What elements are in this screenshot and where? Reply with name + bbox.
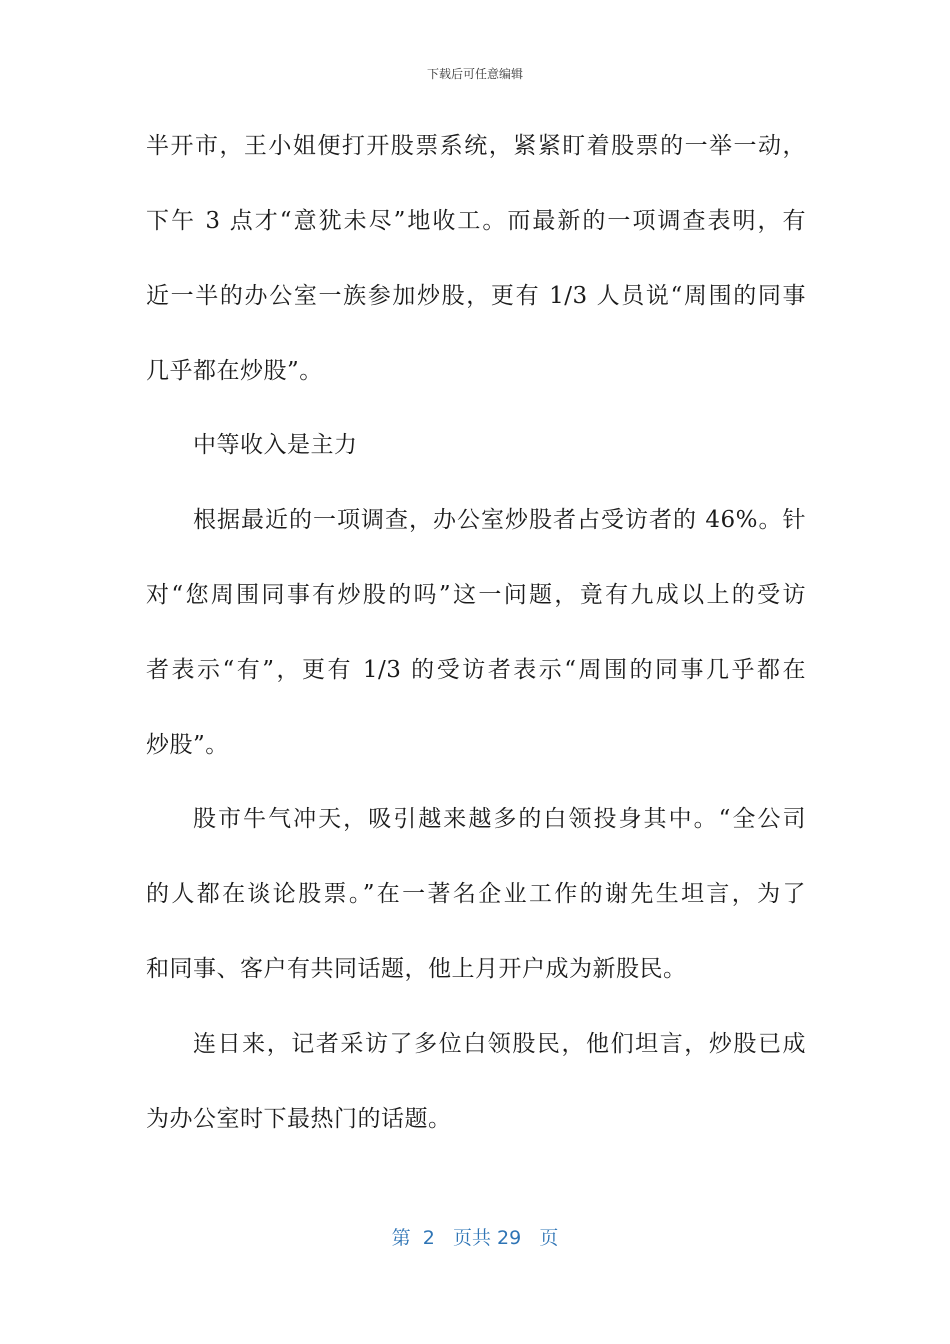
page-header: 下载后可任意编辑 — [426, 67, 523, 81]
body-line: 近一半的办公室一族参加炒股，更有 1/3 人员说“周围的同事 — [146, 283, 806, 309]
body-line: 炒股”。 — [146, 732, 229, 758]
page-number — [0, 1225, 950, 1251]
body-line: 和同事、客户有共同话题，他上月开户成为新股民。 — [146, 956, 687, 982]
body-line: 股市牛气冲天，吸引越来越多的白领投身其中。“全公司 — [193, 806, 806, 832]
body-line: 半开市，王小姐便打开股票系统，紧紧盯着股票的一举一动， — [146, 133, 806, 159]
page-number-prefix: 第 — [391, 1227, 411, 1249]
body-line: 为办公室时下最热门的话题。 — [146, 1106, 452, 1132]
page-number-suffix: 页 — [539, 1227, 559, 1249]
body-line: 者表示“有”，更有 1/3 的受访者表示“周围的同事几乎都在 — [146, 657, 806, 683]
body-line: 几乎都在炒股”。 — [146, 358, 323, 384]
body-line: 连日来，记者采访了多位白领股民，他们坦言，炒股已成 — [193, 1031, 806, 1057]
body-line: 根据最近的一项调查，办公室炒股者占受访者的 46%。针 — [193, 507, 806, 533]
page-number-total: 29 — [497, 1227, 522, 1249]
section-heading: 中等收入是主力 — [193, 432, 358, 458]
page-number-middle: 页共 — [452, 1227, 491, 1249]
page-number-current: 2 — [422, 1227, 435, 1249]
body-line: 对“您周围同事有炒股的吗”这一问题，竟有九成以上的受访 — [146, 582, 806, 608]
body-line: 下午 3 点才“意犹未尽”地收工。而最新的一项调查表明，有 — [146, 208, 806, 234]
body-line: 的人都在谈论股票。”在一著名企业工作的谢先生坦言，为了 — [146, 881, 806, 907]
